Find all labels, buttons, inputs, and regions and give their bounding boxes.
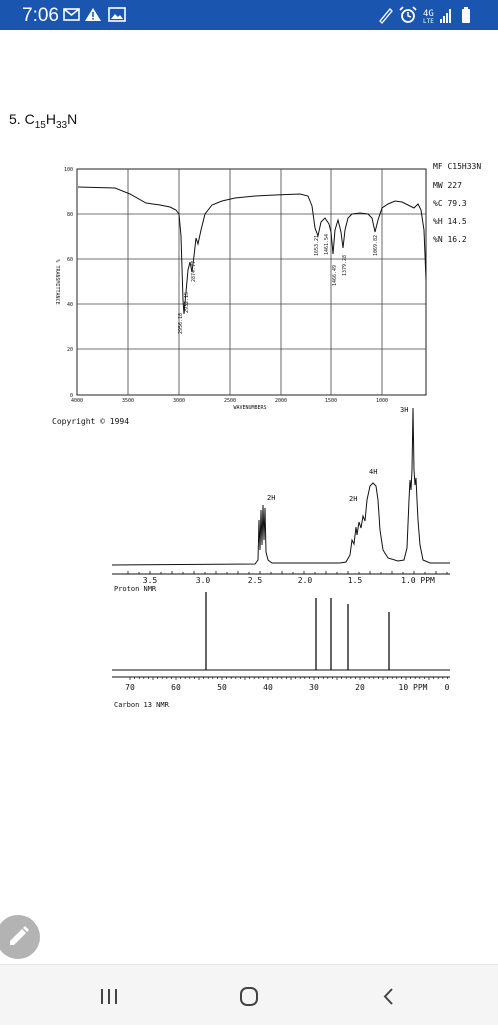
problem-title: 5. $C_{15}H_{33}N$ xyxy=(9,111,78,131)
proton-x-tick: 3.0 xyxy=(195,576,211,585)
ir-y-tick: 100 xyxy=(63,167,73,173)
status-right-icons xyxy=(378,6,476,24)
battery-icon xyxy=(462,7,470,23)
ir-x-tick: 3500 xyxy=(121,398,135,404)
proton-integration: 4H xyxy=(369,468,378,476)
status-bar xyxy=(0,0,498,30)
navigation-bar xyxy=(0,964,498,1025)
ir-peak-label: 1653.21 xyxy=(314,234,320,256)
ir-y-tick: 40 xyxy=(66,302,73,308)
image-icon xyxy=(109,8,125,21)
carbon-x-tick: 40 xyxy=(263,683,273,692)
ir-x-tick: 1000 xyxy=(375,398,389,404)
ir-peak-label: 2932.15 xyxy=(184,291,190,313)
proton-x-tick: 2.0 xyxy=(297,576,313,585)
edit-pencil-icon[interactable] xyxy=(0,914,40,960)
back-icon[interactable] xyxy=(385,989,392,1004)
proton-x-tick: 3.5 xyxy=(142,576,158,585)
ir-percent-carbon: %C 79.3 xyxy=(433,199,467,208)
carbon-peaks xyxy=(206,592,389,670)
carbon-x-tick: 0 xyxy=(444,683,450,692)
proton-nmr xyxy=(112,406,450,593)
carbon-nmr xyxy=(112,592,450,709)
ir-x-tick: 2000 xyxy=(274,398,288,404)
carbon-x-tick: 30 xyxy=(309,683,319,692)
status-left-icons xyxy=(63,7,133,23)
proton-nmr-title: Proton NMR xyxy=(114,585,157,593)
ir-peak-label: 2874.77 xyxy=(191,260,197,282)
proton-integration: 2H xyxy=(267,494,276,502)
ir-x-label: WAVENUMBERS xyxy=(233,405,267,411)
ir-x-tick: 1500 xyxy=(324,398,338,404)
status-time: 7:06 xyxy=(22,5,59,26)
ir-y-label: % TRANSMITTANCE xyxy=(54,259,60,305)
recents-icon[interactable] xyxy=(101,989,117,1004)
carbon-x-tick: 50 xyxy=(217,683,227,692)
ir-x-tick: 3000 xyxy=(172,398,186,404)
proton-nmr-trace xyxy=(112,408,450,565)
ir-x-tick: 4000 xyxy=(70,398,84,404)
carbon-x-tick: 60 xyxy=(171,683,181,692)
ir-y-tick: 20 xyxy=(66,347,73,353)
home-icon[interactable] xyxy=(241,988,257,1005)
carbon-nmr-title: Carbon 13 NMR xyxy=(114,701,169,709)
alarm-icon xyxy=(400,7,416,22)
lte-icon xyxy=(423,9,434,24)
ir-x-tick: 2500 xyxy=(223,398,237,404)
ir-percent-hydrogen: %H 14.5 xyxy=(433,217,467,226)
signal-icon xyxy=(440,9,451,23)
carbon-x-tick: 10 PPM xyxy=(398,683,428,692)
proton-integration: 2H xyxy=(349,495,358,503)
ir-y-tick: 80 xyxy=(66,212,73,218)
spectra-figure xyxy=(0,155,498,715)
ir-peak-label: 1379.28 xyxy=(342,254,348,276)
ir-y-tick: 60 xyxy=(66,257,73,263)
pen-icon xyxy=(380,9,392,23)
proton-x-tick: 2.5 xyxy=(247,576,263,585)
proton-x-tick: 1.5 xyxy=(347,576,363,585)
warning-icon xyxy=(85,8,101,21)
ir-peak-label: 1466.49 xyxy=(332,264,338,286)
carbon-x-tick: 70 xyxy=(125,683,135,692)
ir-peak-label: 1069.82 xyxy=(373,234,379,256)
ir-molecular-weight: MW 227 xyxy=(433,181,462,190)
problem-number: 5. xyxy=(9,111,21,127)
svg-text:4G: 4G xyxy=(423,9,434,19)
edit-fab[interactable] xyxy=(0,914,40,960)
svg-text:LTE: LTE xyxy=(423,18,434,24)
ir-percent-nitrogen: %N 16.2 xyxy=(433,235,467,244)
ir-peak-label: 2956.18 xyxy=(178,312,184,334)
carbon-x-tick: 20 xyxy=(355,683,365,692)
ir-molecular-formula: MF C15H33N xyxy=(433,162,482,171)
ir-peak-label: 1461.54 xyxy=(324,233,330,255)
ir-spectrum xyxy=(52,162,481,426)
ir-y-tick: 0 xyxy=(69,393,73,399)
copyright-notice: Copyright © 1994 xyxy=(52,417,130,426)
nav-buttons xyxy=(0,965,498,1025)
proton-x-tick: 1.0 PPM xyxy=(401,576,435,585)
gmail-icon xyxy=(64,9,79,20)
proton-integration: 3H xyxy=(400,406,409,414)
